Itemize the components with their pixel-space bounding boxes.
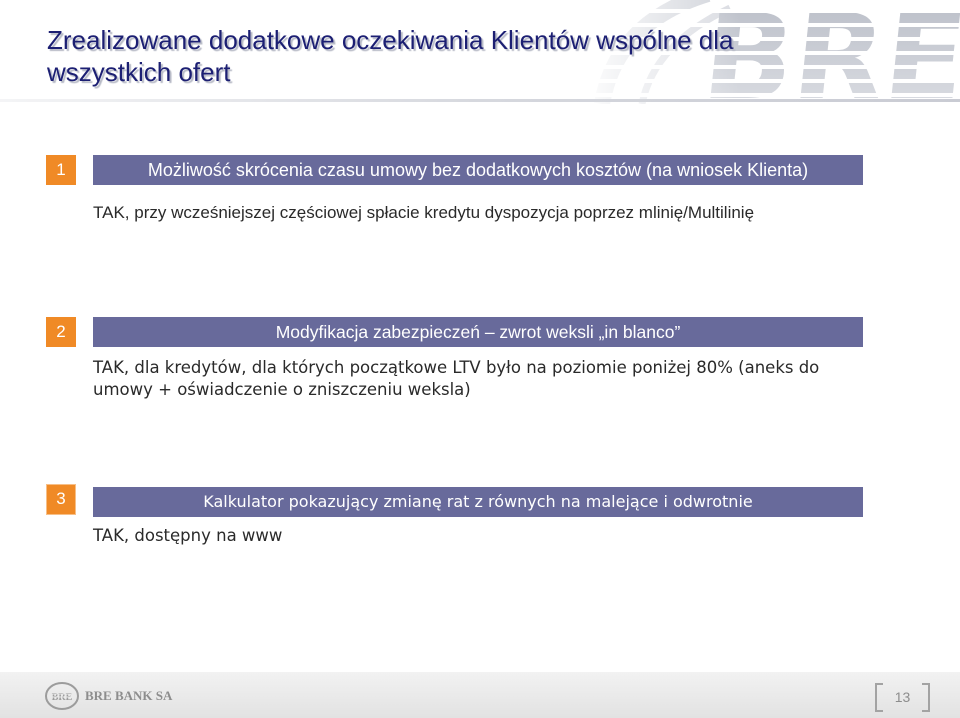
item-answer: TAK, dostępny na www	[93, 526, 283, 545]
title-divider	[0, 99, 960, 102]
item-heading-bar: Kalkulator pokazujący zmianę rat z równych na malejące i odwrotnie	[93, 487, 863, 517]
slide-title: Zrealizowane dodatkowe oczekiwania Klientów wspólne dla wszystkich ofert	[47, 25, 734, 87]
item-heading-bar: Możliwość skrócenia czasu umowy bez dodatkowych kosztów (na wniosek Klienta)	[93, 155, 863, 185]
footer	[0, 672, 960, 718]
item-number-badge: 2	[46, 317, 76, 347]
item-heading-bar: Modyfikacja zabezpieczeń – zwrot weksli „in blanco”	[93, 317, 863, 347]
bre-logo-icon	[44, 681, 80, 711]
brand-name: BRE BANK SA	[85, 688, 173, 703]
page-number-value: 13	[894, 689, 911, 705]
item-2	[0, 317, 960, 417]
right-bracket	[922, 683, 930, 712]
item-answer: TAK, przy wcześniejszej częściowej spłacie kredytu dyspozycja poprzez mlinię/Multilinię	[93, 203, 755, 222]
item-answer: TAK, dla kredytów, dla których początkowe LTV było na poziomie poniżej 80% (aneks do umowy + oświadczenie o zniszczeniu weksla)	[93, 358, 820, 399]
page-number	[875, 683, 930, 712]
item-number-badge: 1	[46, 155, 76, 185]
item-1	[0, 155, 960, 255]
logo-icon-text: BRE	[51, 692, 73, 703]
item-number-badge: 3	[46, 484, 76, 515]
item-3	[0, 484, 960, 584]
